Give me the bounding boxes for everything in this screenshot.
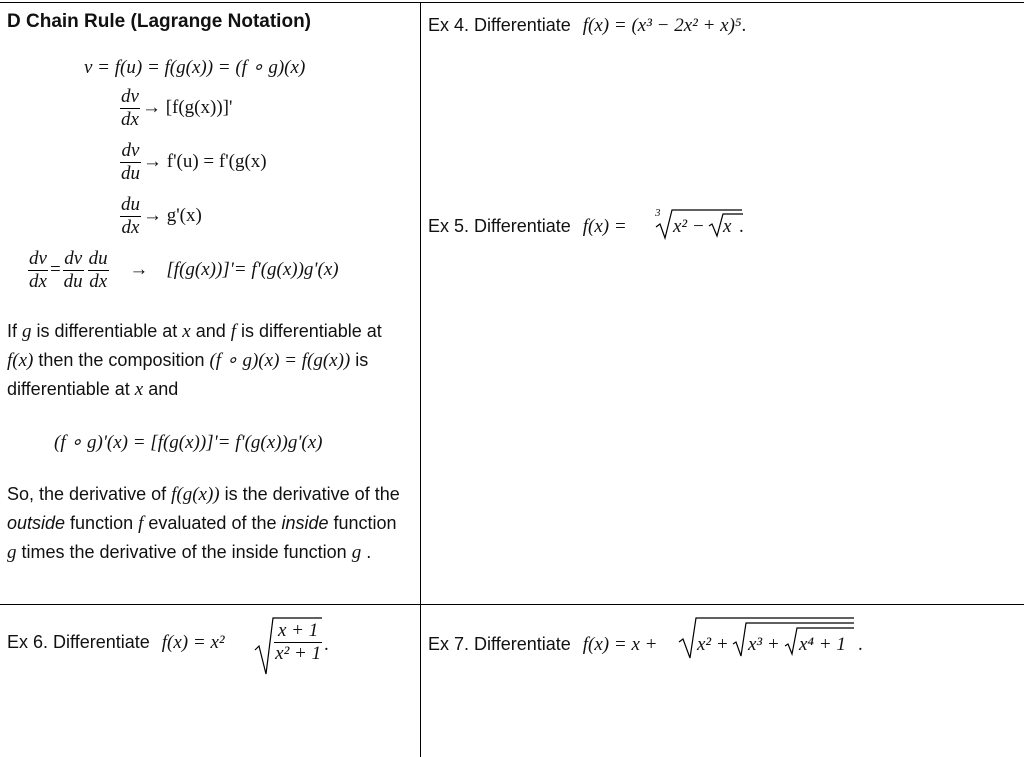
ex7-radicand-1: x² + xyxy=(697,634,729,655)
explanation-paragraph: So, the derivative of f(g(x)) is the derivative of the outside function f evaluated of the inside function g times the derivative of the inside function g . xyxy=(7,484,400,563)
dv-du-row xyxy=(118,140,267,185)
ex6-denominator: x² + 1 xyxy=(275,643,322,664)
ex5-period: . xyxy=(739,216,744,237)
example-5-function: f(x) = xyxy=(582,216,627,237)
section-title: D Chain Rule (Lagrange Notation) xyxy=(7,11,311,32)
chain-lhs-fraction: $\frac{dv}{dx}$ xyxy=(29,248,47,292)
chain-dudx-fraction: $\frac{du}{dx}$ xyxy=(88,248,108,292)
example-5 xyxy=(428,216,627,238)
chain-dvdu-fraction: $\frac{dv}{du}$ xyxy=(63,248,83,292)
ex7-period: . xyxy=(858,634,863,655)
du-dx-result: → g'(x) xyxy=(143,204,202,226)
theorem-paragraph: If g is differentiable at x and f is differentiable at f(x) then the composition (f ∘ g)(x) = f(g(x)) is differentiable at x and xyxy=(7,321,382,400)
horizontal-divider xyxy=(0,604,1024,605)
example-7 xyxy=(428,634,657,656)
ex5-inner-x: x xyxy=(723,216,732,237)
chain-result: [f(g(x))]'= f'(g(x))g'(x) xyxy=(166,258,339,280)
example-4-label: Ex 4. Differentiate xyxy=(428,15,571,35)
ex7-radicand-2: x³ + xyxy=(748,634,780,655)
ex7-radicand-3: x⁴ + 1 xyxy=(799,634,846,655)
ex6-fraction xyxy=(274,620,322,665)
dv-dx-row xyxy=(118,86,232,131)
chain-arrow: → xyxy=(129,258,149,280)
example-6-label: Ex 6. Differentiate xyxy=(7,632,150,652)
ex6-period: . xyxy=(324,634,329,655)
dv-dx-fraction: $\frac{dv}{dx}$ xyxy=(121,86,139,130)
theorem-display-equation: (f ∘ g)'(x) = [f(g(x))]'= f'(g(x))g'(x) xyxy=(54,432,323,453)
vertical-divider xyxy=(420,2,421,757)
example-7-label: Ex 7. Differentiate xyxy=(428,634,571,654)
example-4 xyxy=(428,15,746,37)
example-6 xyxy=(7,632,225,654)
example-4-function: f(x) = (x³ − 2x² + x)⁵. xyxy=(582,15,747,36)
ex6-numerator: x + 1 xyxy=(274,620,322,643)
ex5-radicand: x² − xyxy=(673,216,705,237)
du-dx-fraction: $\frac{du}{dx}$ xyxy=(121,194,140,238)
example-6-function: f(x) = x² xyxy=(161,632,225,653)
chain-rule-row: $\frac{dv}{dx}$ = $\frac{dv}{du}$ $\frac{du}{dx}$ → [f(g(x))]'= f'(g(x))g'(x) xyxy=(29,248,339,292)
composition-formula: v = f(u) = f(g(x)) = (f ∘ g)(x) xyxy=(84,57,306,78)
example-5-label: Ex 5. Differentiate xyxy=(428,216,571,236)
ex5-root-index: 3 xyxy=(655,207,661,219)
top-border xyxy=(0,2,1024,3)
du-dx-row xyxy=(118,194,202,239)
example-7-function: f(x) = x + xyxy=(582,634,658,655)
dv-du-fraction: $\frac{dv}{du}$ xyxy=(121,140,140,184)
dv-du-result: → f'(u) = f'(g(x) xyxy=(143,150,267,172)
dv-dx-result: → [f(g(x))]' xyxy=(141,96,233,118)
